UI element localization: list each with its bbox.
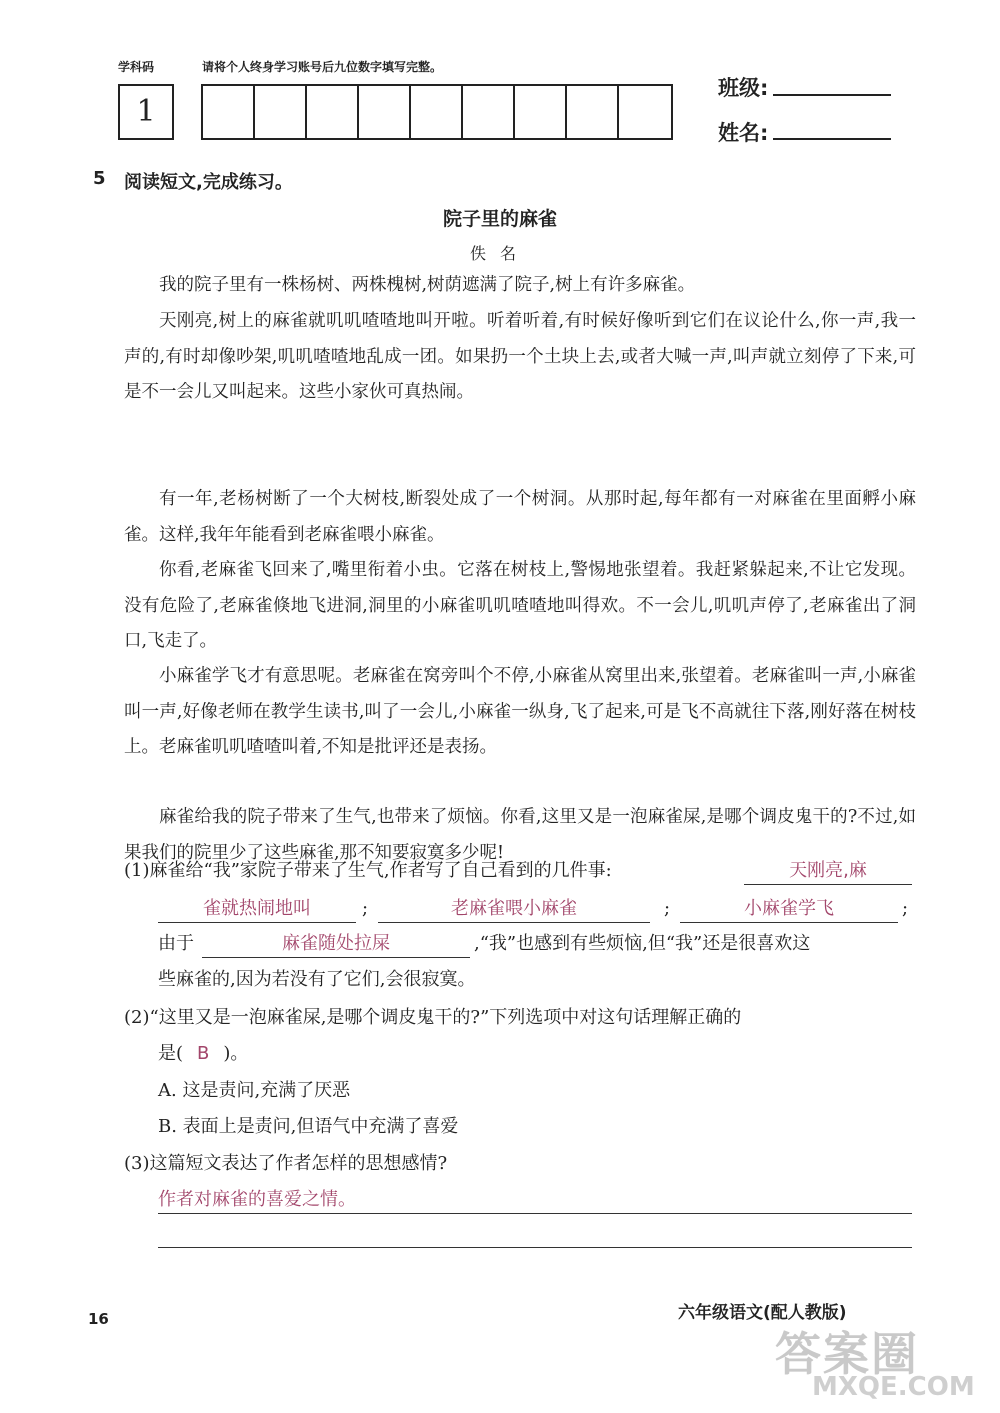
digit-box[interactable] [567, 86, 619, 138]
q1-answer-1b[interactable] [158, 896, 356, 923]
passage-title: 院子里的麻雀 [442, 208, 557, 230]
paragraph: 我的院子里有一株杨树、两株槐树,树荫遮满了院子,树上有许多麻雀。 [159, 275, 696, 295]
answer-line [158, 1246, 912, 1248]
digit-box[interactable] [619, 86, 671, 138]
answer-line [158, 1212, 912, 1214]
q1-because-suffix: ,“我”也感到有些烦恼,但“我”还是很喜欢这 [474, 933, 811, 954]
q1-answer-1a[interactable] [744, 858, 912, 885]
digit-box[interactable] [463, 86, 515, 138]
q1-sep: ; [362, 898, 369, 919]
name-field[interactable] [773, 118, 891, 140]
q1-answer-4-text: 麻雀随处拉屎 [282, 933, 390, 954]
q1-sep: ; [664, 898, 671, 919]
q2-option-a: A. 这是责问,充满了厌恶 [158, 1080, 351, 1101]
q2-prompt-cont: 是( [158, 1043, 184, 1064]
digit-box[interactable] [359, 86, 411, 138]
watermark-url: MXQE.COM [812, 1372, 975, 1402]
page-number: 16 [88, 1310, 109, 1328]
q1-answer-3-text: 小麻雀学飞 [744, 898, 834, 919]
q1-answer-4[interactable] [202, 931, 470, 958]
subject-code-box: 1 [118, 84, 174, 140]
q2-option-b: B. 表面上是责问,但语气中充满了喜爱 [158, 1116, 459, 1137]
paragraph: 有一年,老杨树断了一个大树枝,断裂处成了一个树洞。从那时起,每年都有一对麻雀在里面孵小麻雀。这样,我年年能看到老麻雀喂小麻雀。 [124, 489, 916, 545]
q3-answer[interactable]: 作者对麻雀的喜爱之情。 [158, 1189, 356, 1210]
digit-box[interactable] [515, 86, 567, 138]
question-instruction: 阅读短文,完成练习。 [124, 172, 293, 193]
account-instruction: 请将个人终身学习账号后九位数字填写完整。 [202, 60, 443, 74]
q1-answer-1b-text: 雀就热闹地叫 [203, 898, 311, 919]
q1-answer-2-text: 老麻雀喂小麻雀 [451, 898, 577, 919]
q2-prompt-close: )。 [223, 1043, 249, 1064]
q1-because-prefix: 由于 [158, 933, 194, 954]
digit-box[interactable] [411, 86, 463, 138]
digit-box[interactable] [203, 86, 255, 138]
q1-answer-2[interactable] [378, 896, 650, 923]
account-digit-boxes[interactable] [201, 84, 673, 140]
q1-answer-1a-text: 天刚亮,麻 [789, 860, 867, 881]
q3-prompt: (3)这篇短文表达了作者怎样的思想感情? [124, 1153, 448, 1174]
q2-answer[interactable]: B [197, 1043, 210, 1064]
class-field[interactable] [773, 74, 891, 96]
subject-code-label: 学科码 [118, 60, 155, 74]
q1-prompt: (1)麻雀给“我”家院子带来了生气,作者写了自己看到的几件事: [124, 860, 612, 881]
book-title: 六年级语文(配人教版) [678, 1303, 847, 1323]
digit-box[interactable] [255, 86, 307, 138]
q1-line-end: 些麻雀的,因为若没有了它们,会很寂寞。 [158, 969, 476, 990]
name-label: 姓名: [718, 121, 769, 145]
question-number: 5 [93, 168, 106, 189]
paragraph: 麻雀给我的院子带来了生气,也带来了烦恼。你看,这里又是一泡麻雀屎,是哪个调皮鬼干的?不过,如果我们的院里少了这些麻雀,那不知要寂寞多少呢! [124, 807, 916, 863]
passage-author: 佚名 [469, 244, 530, 263]
paragraph: 小麻雀学飞才有意思呢。老麻雀在窝旁叫个不停,小麻雀从窝里出来,张望着。老麻雀叫一声,小麻雀叫一声,好像老师在教学生读书,叫了一会儿,小麻雀一纵身,飞了起来,可是飞不高就往下落,刚好落在树枝上。老麻雀叽叽喳喳叫着,不知是批评还是表扬。 [124, 666, 916, 757]
q1-sep: ; [902, 898, 909, 919]
q1-answer-3[interactable] [680, 896, 898, 923]
paragraph: 天刚亮,树上的麻雀就叽叽喳喳地叫开啦。听着听着,有时候好像听到它们在议论什么,你一声,我一声的,有时却像吵架,叽叽喳喳地乱成一团。如果扔一个土块上去,或者大喊一声,叫声就立刻停了下来,可是不一会儿又叫起来。这些小家伙可真热闹。 [124, 311, 916, 402]
digit-box[interactable] [307, 86, 359, 138]
watermark-logo: 答案圈 [775, 1327, 919, 1381]
paragraph: 你看,老麻雀飞回来了,嘴里衔着小虫。它落在树枝上,警惕地张望着。我赶紧躲起来,不让它发现。没有危险了,老麻雀倏地飞进洞,洞里的小麻雀叽叽喳喳地叫得欢。不一会儿,叽叽声停了,老麻雀出了洞口,飞走了。 [124, 560, 916, 651]
q2-prompt: (2)“这里又是一泡麻雀屎,是哪个调皮鬼干的?”下列选项中对这句话理解正确的 [124, 1007, 742, 1028]
class-label: 班级: [718, 76, 769, 100]
